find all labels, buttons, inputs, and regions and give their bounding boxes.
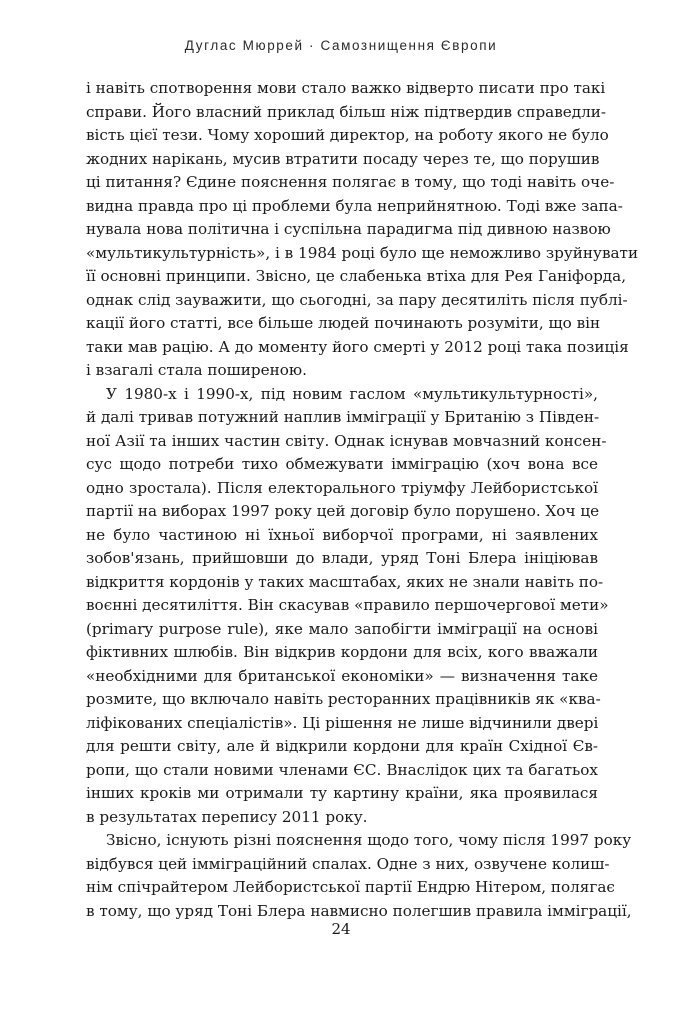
text-line: видна правда про ці проблеми була неприйнятною. Тоді вже запа-: [86, 196, 623, 215]
text-line: не було частиною ні їхньої виборчої програми, ні заявлених: [86, 525, 598, 544]
text-line: справи. Його власний приклад більш ніж підтвердив справедли-: [86, 102, 607, 121]
text-line: кації його статті, все більше людей починають розуміти, що він: [86, 314, 601, 332]
text-line: відбувся цей імміграційний спалах. Одне з них, озвучене колиш-: [86, 854, 610, 873]
text-line: жодних нарікань, мусив втратити посаду через те, що порушив: [86, 149, 600, 168]
text-line: Звісно, існують різні пояснення щодо того, чому після 1997 року: [106, 831, 632, 849]
text-line: однак слід зауважити, що сьогодні, за пару десятиліть після публі-: [86, 290, 628, 309]
text-line: фіктивних шлюбів. Він відкрив кордони для всіх, кого вважали: [86, 643, 598, 661]
text-line: відкриття кордонів у таких масштабах, яких не знали навіть по-: [86, 572, 604, 591]
paragraph-1: [86, 77, 639, 383]
text-line: зобов'язань, прийшовши до влади, уряд Тоні Блера ініціював: [86, 549, 598, 567]
text-line: ліфікованих спеціалістів». Ці рішення не лише відчинили двері: [86, 713, 599, 732]
text-line: ної Азії та інших частин світу. Однак існував мовчазний консен-: [86, 431, 607, 450]
text-line: в результатах перепису 2011 року.: [86, 807, 368, 826]
text-line: і взагалі стала поширеною.: [86, 361, 307, 379]
text-line: інших кроків ми отримали ту картину країни, яка проявилася: [86, 784, 598, 802]
text-line: У 1980-х і 1990-х, під новим гаслом «мультикультурності»,: [106, 384, 598, 403]
text-line: сус щодо потреби тихо обмежувати імміграцію (хоч вона все: [86, 455, 598, 473]
text-line: нім спічрайтером Лейбористської партії Ендрю Нітером, полягає: [86, 878, 615, 896]
text-line: «необхідними для британської економіки» — визначення таке: [86, 666, 598, 685]
paragraph-3: [86, 829, 632, 923]
text-line: ропи, що стали новими членами ЄС. Внаслідок цих та багатьох: [86, 760, 598, 779]
text-line: і навіть спотворення мови стало важко відверто писати про такі: [86, 79, 606, 97]
text-line: в тому, що уряд Тоні Блера навмисно полегшив правила імміграції,: [86, 901, 632, 920]
text-line: воєнні десятиліття. Він скасував «правило першочергової мети»: [86, 596, 609, 614]
text-line: й далі тривав потужний наплив імміграції у Британію з Півден-: [86, 408, 600, 426]
running-header: Дуглас Мюррей · Самознищення Європи: [184, 38, 498, 53]
text-line: одно зростала). Після електорального тріумфу Лейбористської: [86, 478, 598, 497]
text-line: (primary purpose rule), яке мало запобігти імміграції на основі: [86, 619, 598, 638]
text-line: розмите, що включало навіть ресторанних працівників як «ква-: [86, 690, 601, 708]
text-line: партії на виборах 1997 року цей договір було порушено. Хоч це: [86, 502, 600, 520]
text-line: ці питання? Єдине пояснення полягає в тому, що тоді навіть оче-: [86, 173, 615, 191]
text-line: для решти світу, але й відкрили кордони для країн Східної Єв-: [86, 737, 598, 755]
text-line: нувала нова політична і суспільна парадигма під дивною назвою: [86, 220, 611, 238]
body-text: [86, 77, 639, 923]
paragraph-2: [86, 383, 609, 830]
text-line: вість цієї тези. Чому хороший директор, на роботу якого не було: [86, 126, 609, 144]
text-line: таки мав рацію. А до моменту його смерті у 2012 році така позиція: [86, 337, 629, 356]
text-line: «мультикультурність», і в 1984 році було ще неможливо зруйнувати: [86, 243, 639, 262]
text-line: її основні принципи. Звісно, це слабенька втіха для Рея Ганіфорда,: [86, 267, 627, 285]
page-number: 24: [331, 920, 351, 938]
